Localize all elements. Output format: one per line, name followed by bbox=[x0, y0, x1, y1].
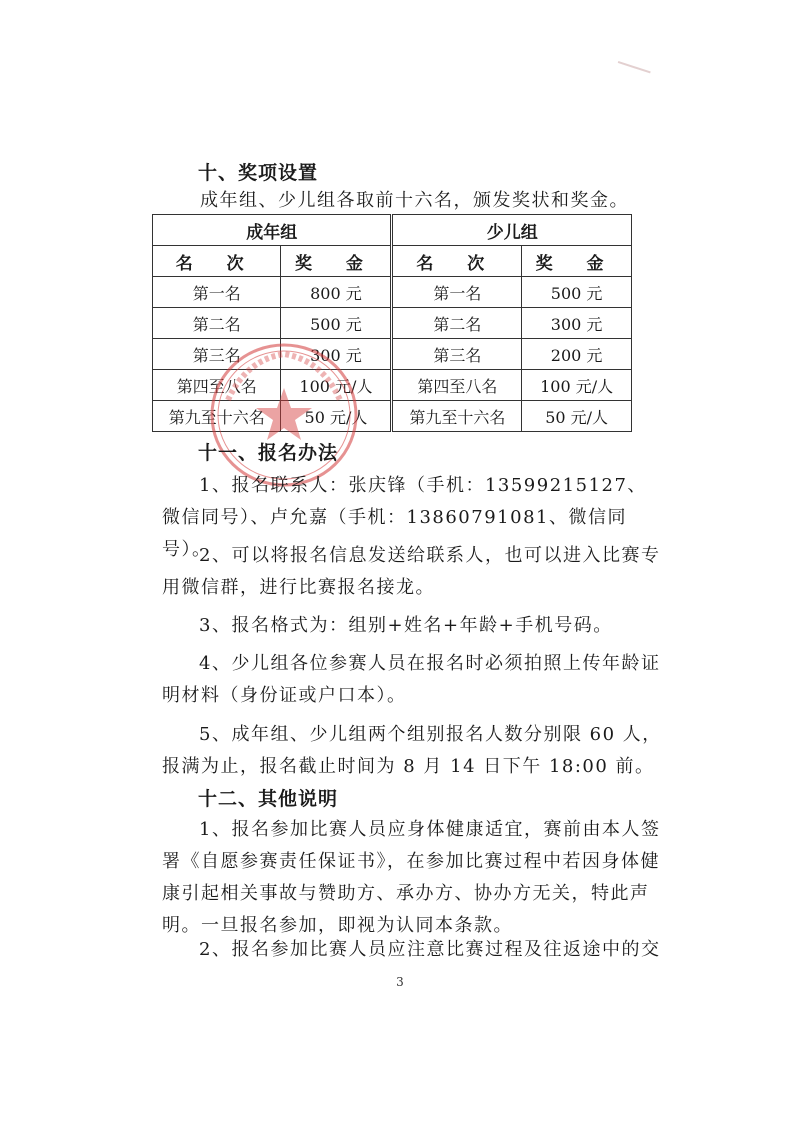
youth-prize-cell: 100 元/人 bbox=[522, 370, 632, 401]
adult-rank-cell: 第三名 bbox=[153, 339, 281, 370]
youth-rank-cell: 第四至八名 bbox=[392, 370, 522, 401]
section-11-item-2: 2、可以将报名信息发送给联系人，也可以进入比赛专用微信群，进行比赛报名接龙。 bbox=[162, 545, 661, 598]
adult-prize-cell: 50 元/人 bbox=[281, 401, 392, 432]
section-12-heading: 十二、其他说明 bbox=[198, 788, 339, 810]
adult-prize-cell: 100 元/人 bbox=[281, 370, 392, 401]
adult-prize-cell: 300 元 bbox=[281, 339, 392, 370]
youth-rank-cell: 第九至十六名 bbox=[392, 401, 522, 432]
section-10-heading: 十、奖项设置 bbox=[198, 162, 319, 184]
adult-rank-cell: 第九至十六名 bbox=[153, 401, 281, 432]
table-group-row bbox=[153, 215, 632, 246]
adult-rank-header: 名 次 bbox=[153, 246, 281, 277]
section-11-item-5: 5、成年组、少儿组两个组别报名人数分别限 60 人，报满为止，报名截止时间为 8 月 14 日下午 18:00 前。 bbox=[162, 724, 662, 777]
scan-mark bbox=[615, 61, 650, 81]
page-number: 3 bbox=[396, 975, 404, 989]
section-11-item-4: 4、少儿组各位参赛人员在报名时必须拍照上传年龄证明材料（身份证或户口本）。 bbox=[162, 653, 661, 706]
youth-rank-cell: 第三名 bbox=[392, 339, 522, 370]
youth-prize-header: 奖 金 bbox=[522, 246, 632, 277]
group-adult-header: 成年组 bbox=[153, 215, 392, 246]
table-row bbox=[153, 370, 632, 401]
youth-prize-cell: 200 元 bbox=[522, 339, 632, 370]
table-row bbox=[153, 339, 632, 370]
adult-rank-cell: 第四至八名 bbox=[153, 370, 281, 401]
section-11-heading: 十一、报名办法 bbox=[198, 442, 339, 464]
section-11-item-1: 1、报名联系人：张庆锋（手机：13599215127、微信同号）、卢允嘉（手机：13860791081、微信同号）。 bbox=[162, 475, 647, 560]
youth-rank-cell: 第一名 bbox=[392, 277, 522, 308]
table-header-row bbox=[153, 246, 632, 277]
adult-rank-cell: 第二名 bbox=[153, 308, 281, 339]
table-row bbox=[153, 277, 632, 308]
section-12-item-1: 1、报名参加比赛人员应身体健康适宜，赛前由本人签署《自愿参赛责任保证书》，在参加比赛过程中若因身体健康引起相关事故与赞助方、承办方、协办方无关，特此声明。一旦报名参加，即视为认同本条款。 bbox=[162, 819, 661, 936]
adult-prize-cell: 800 元 bbox=[281, 277, 392, 308]
adult-prize-header: 奖 金 bbox=[281, 246, 392, 277]
section-10-intro: 成年组、少儿组各取前十六名，颁发奖状和奖金。 bbox=[200, 190, 629, 211]
youth-prize-cell: 300 元 bbox=[522, 308, 632, 339]
table-row bbox=[153, 308, 632, 339]
prize-table bbox=[152, 214, 632, 432]
youth-rank-cell: 第二名 bbox=[392, 308, 522, 339]
section-11-item-3: 3、报名格式为：组别+姓名+年龄+手机号码。 bbox=[199, 615, 613, 636]
adult-rank-cell: 第一名 bbox=[153, 277, 281, 308]
youth-prize-cell: 500 元 bbox=[522, 277, 632, 308]
youth-prize-cell: 50 元/人 bbox=[522, 401, 632, 432]
section-12-item-2: 2、报名参加比赛人员应注意比赛过程及往返途中的交 bbox=[199, 939, 661, 960]
group-youth-header: 少儿组 bbox=[392, 215, 632, 246]
adult-prize-cell: 500 元 bbox=[281, 308, 392, 339]
youth-rank-header: 名 次 bbox=[392, 246, 522, 277]
table-row bbox=[153, 401, 632, 432]
